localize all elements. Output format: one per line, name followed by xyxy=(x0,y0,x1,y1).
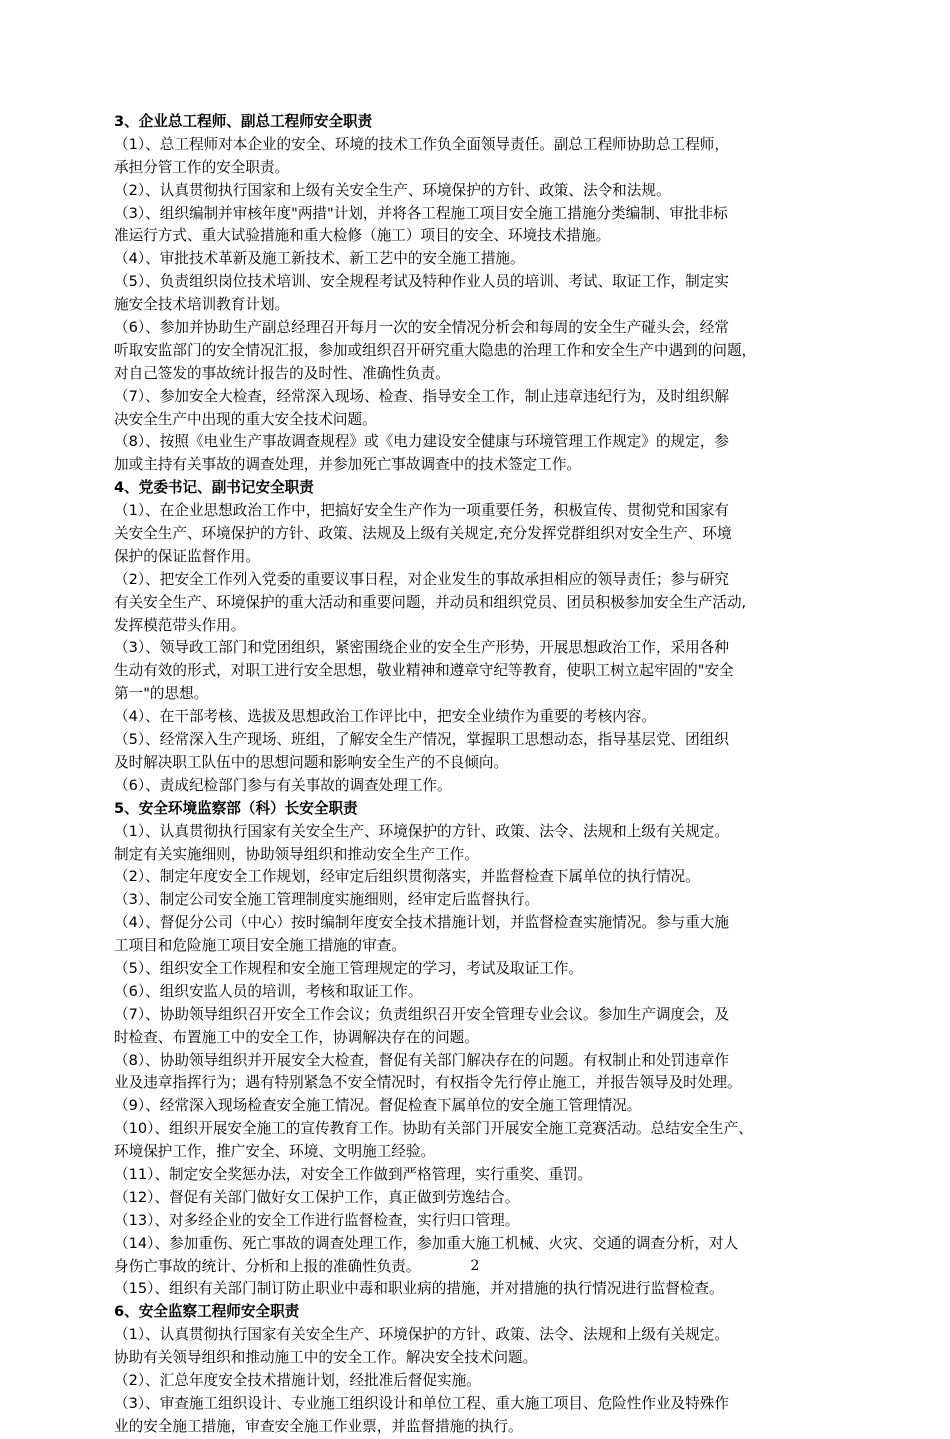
text-line: （4）、督促分公司（中心）按时编制年度安全技术措施计划，并监督检查实施情况。参与重大施 xyxy=(114,914,729,932)
text-line: （15）、组织有关部门制订防止职业中毒和职业病的措施，并对措施的执行情况进行监督检查。 xyxy=(114,1280,724,1298)
text-line: 保护的保证监督作用。 xyxy=(114,547,260,565)
text-line: 协助有关领导组织和推动施工中的安全工作。解决安全技术问题。 xyxy=(114,1349,538,1367)
text-line: （1）、认真贯彻执行国家有关安全生产、环境保护的方针、政策、法令、法规和上级有关规定。 xyxy=(114,822,729,840)
text-line: （7）、参加安全大检查，经常深入现场、检查、指导安全工作，制止违章违纪行为，及时组织解 xyxy=(114,387,729,405)
text-line: （2）、认真贯彻执行国家和上级有关安全生产、环境保护的方针、政策、法令和法规。 xyxy=(114,181,671,199)
text-line: 制定有关实施细则，协助领导组织和推动安全生产工作。 xyxy=(114,845,479,863)
text-line: （1）、总工程师对本企业的安全、环境的技术工作负全面领导责任。副总工程师协助总工程师， xyxy=(114,135,729,153)
text-line: 发挥模范带头作用。 xyxy=(114,616,246,634)
text-line: 加或主持有关事故的调查处理，并参加死亡事故调查中的技术签定工作。 xyxy=(114,456,582,474)
text-line: 准运行方式、重大试验措施和重大检修（施工）项目的安全、环境技术措施。 xyxy=(114,227,611,245)
text-line: 及时解决职工队伍中的思想问题和影响安全生产的不良倾向。 xyxy=(114,753,509,771)
text-line: （8）、按照《电业生产事故调查规程》或《电力建设安全健康与环境管理工作规定》的规定，参 xyxy=(114,433,729,451)
text-line: （2）、制定年度安全工作规划，经审定后组织贯彻落实，并监督检查下属单位的执行情况。 xyxy=(114,868,700,886)
text-line: 身伤亡事故的统计、分析和上报的准确性负责。 xyxy=(114,1257,421,1275)
text-line: （3）、领导政工部门和党团组织，紧密围绕企业的安全生产形势，开展思想政治工作，采用各种 xyxy=(114,639,729,657)
text-line: 环境保护工作，推广安全、环境、文明施工经验。 xyxy=(114,1143,436,1161)
text-line: （6）、组织安监人员的培训，考核和取证工作。 xyxy=(114,982,423,1000)
text-line: （5）、负责组织岗位技术培训、安全规程考试及特种作业人员的培训、考试、取证工作，制定实 xyxy=(114,273,729,291)
text-line: （2）、把安全工作列入党委的重要议事日程，对企业发生的事故承担相应的领导责任；参与研究 xyxy=(114,570,729,588)
text-line: （12）、督促有关部门做好女工保护工作，真正做到劳逸结合。 xyxy=(114,1188,520,1206)
text-line: 关安全生产、环境保护的方针、政策、法规及上级有关规定,充分发挥党群组织对安全生产、环境 xyxy=(114,525,732,543)
text-line: 业及违章指挥行为；遇有特别紧急不安全情况时，有权指令先行停止施工，并报告领导及时处理。 xyxy=(114,1074,742,1092)
text-line: （10）、组织开展安全施工的宣传教育工作。协助有关部门开展安全施工竞赛活动。总结安全生产、 xyxy=(114,1120,753,1138)
text-line: （4）、在干部考核、选拔及思想政治工作评比中，把安全业绩作为重要的考核内容。 xyxy=(114,708,656,726)
text-line: （11）、制定安全奖惩办法，对安全工作做到严格管理，实行重奖、重罚。 xyxy=(114,1165,593,1183)
document-body xyxy=(114,111,842,1439)
text-line: 对自己签发的事故统计报告的及时性、准确性负责。 xyxy=(114,364,450,382)
text-line: 决安全生产中出现的重大安全技术问题。 xyxy=(114,410,377,428)
page-number: 2 xyxy=(470,1258,480,1274)
text-line: 承担分管工作的安全职责。 xyxy=(114,158,290,176)
section-heading: 4、党委书记、副书记安全职责 xyxy=(114,479,314,497)
text-line: （7）、协助领导组织召开安全工作会议；负责组织召开安全管理专业会议。参加生产调度会，及 xyxy=(114,1005,729,1023)
text-line: （6）、参加并协助生产副总经理召开每月一次的安全情况分析会和每周的安全生产碰头会，经常 xyxy=(114,319,729,337)
text-line: 第一"的思想。 xyxy=(114,685,209,703)
text-line: 工项目和危险施工项目安全施工措施的审查。 xyxy=(114,937,406,955)
text-line: （3）、制定公司安全施工管理制度实施细则，经审定后监督执行。 xyxy=(114,891,540,909)
text-line: （5）、经常深入生产现场、班组，了解安全生产情况，掌握职工思想动态，指导基层党、团组织 xyxy=(114,731,729,749)
text-line: （14）、参加重伤、死亡事故的调查处理工作，参加重大施工机械、火灾、交通的调查分析，对人 xyxy=(114,1234,739,1252)
text-line: 时检查、布置施工中的安全工作，协调解决存在的问题。 xyxy=(114,1028,479,1046)
section-heading: 3、企业总工程师、副总工程师安全职责 xyxy=(114,113,373,130)
text-line: （1）、在企业思想政治工作中，把搞好安全生产作为一项重要任务，积极宣传、贯彻党和国家有 xyxy=(114,502,729,520)
text-line: （1）、认真贯彻执行国家有关安全生产、环境保护的方针、政策、法令、法规和上级有关规定。 xyxy=(114,1326,729,1344)
text-line: （13）、对多经企业的安全工作进行监督检查，实行归口管理。 xyxy=(114,1211,520,1229)
text-line: （6）、责成纪检部门参与有关事故的调查处理工作。 xyxy=(114,776,452,794)
section-heading: 5、安全环境监察部（科）长安全职责 xyxy=(114,799,358,817)
text-line: 生动有效的形式，对职工进行安全思想，敬业精神和遵章守纪等教育，使职工树立起牢固的"安全 xyxy=(114,662,734,680)
text-line: （9）、经常深入现场检查安全施工情况。督促检查下属单位的安全施工管理情况。 xyxy=(114,1097,642,1115)
text-line: （2）、汇总年度安全技术措施计划，经批准后督促实施。 xyxy=(114,1371,481,1389)
text-line: （3）、审查施工组织设计、专业施工组织设计和单位工程、重大施工项目、危险性作业及特殊作 xyxy=(114,1394,729,1412)
text-line: 听取安监部门的安全情况汇报，参加或组织召开研究重大隐患的治理工作和安全生产中遇到的问题， xyxy=(114,341,757,359)
text-line: （8）、协助领导组织并开展安全大检查，督促有关部门解决存在的问题。有权制止和处罚违章作 xyxy=(114,1051,729,1069)
text-line: （5）、组织安全工作规程和安全施工管理规定的学习，考试及取证工作。 xyxy=(114,959,583,977)
text-line: 业的安全施工措施，审查安全施工作业票，并监督措施的执行。 xyxy=(114,1417,523,1435)
text-line: 施安全技术培训教育计划。 xyxy=(114,296,290,314)
section-heading: 6、安全监察工程师安全职责 xyxy=(114,1303,300,1321)
text-line: （4）、审批技术革新及施工新技术、新工艺中的安全施工措施。 xyxy=(114,250,525,268)
text-line: （3）、组织编制并审核年度"两措"计划，并将各工程施工项目安全施工措施分类编制、审批非标 xyxy=(114,204,728,222)
text-line: 有关安全生产、环境保护的重大活动和重要问题，并动员和组织党员、团员积极参加安全生产活动, xyxy=(114,593,747,611)
